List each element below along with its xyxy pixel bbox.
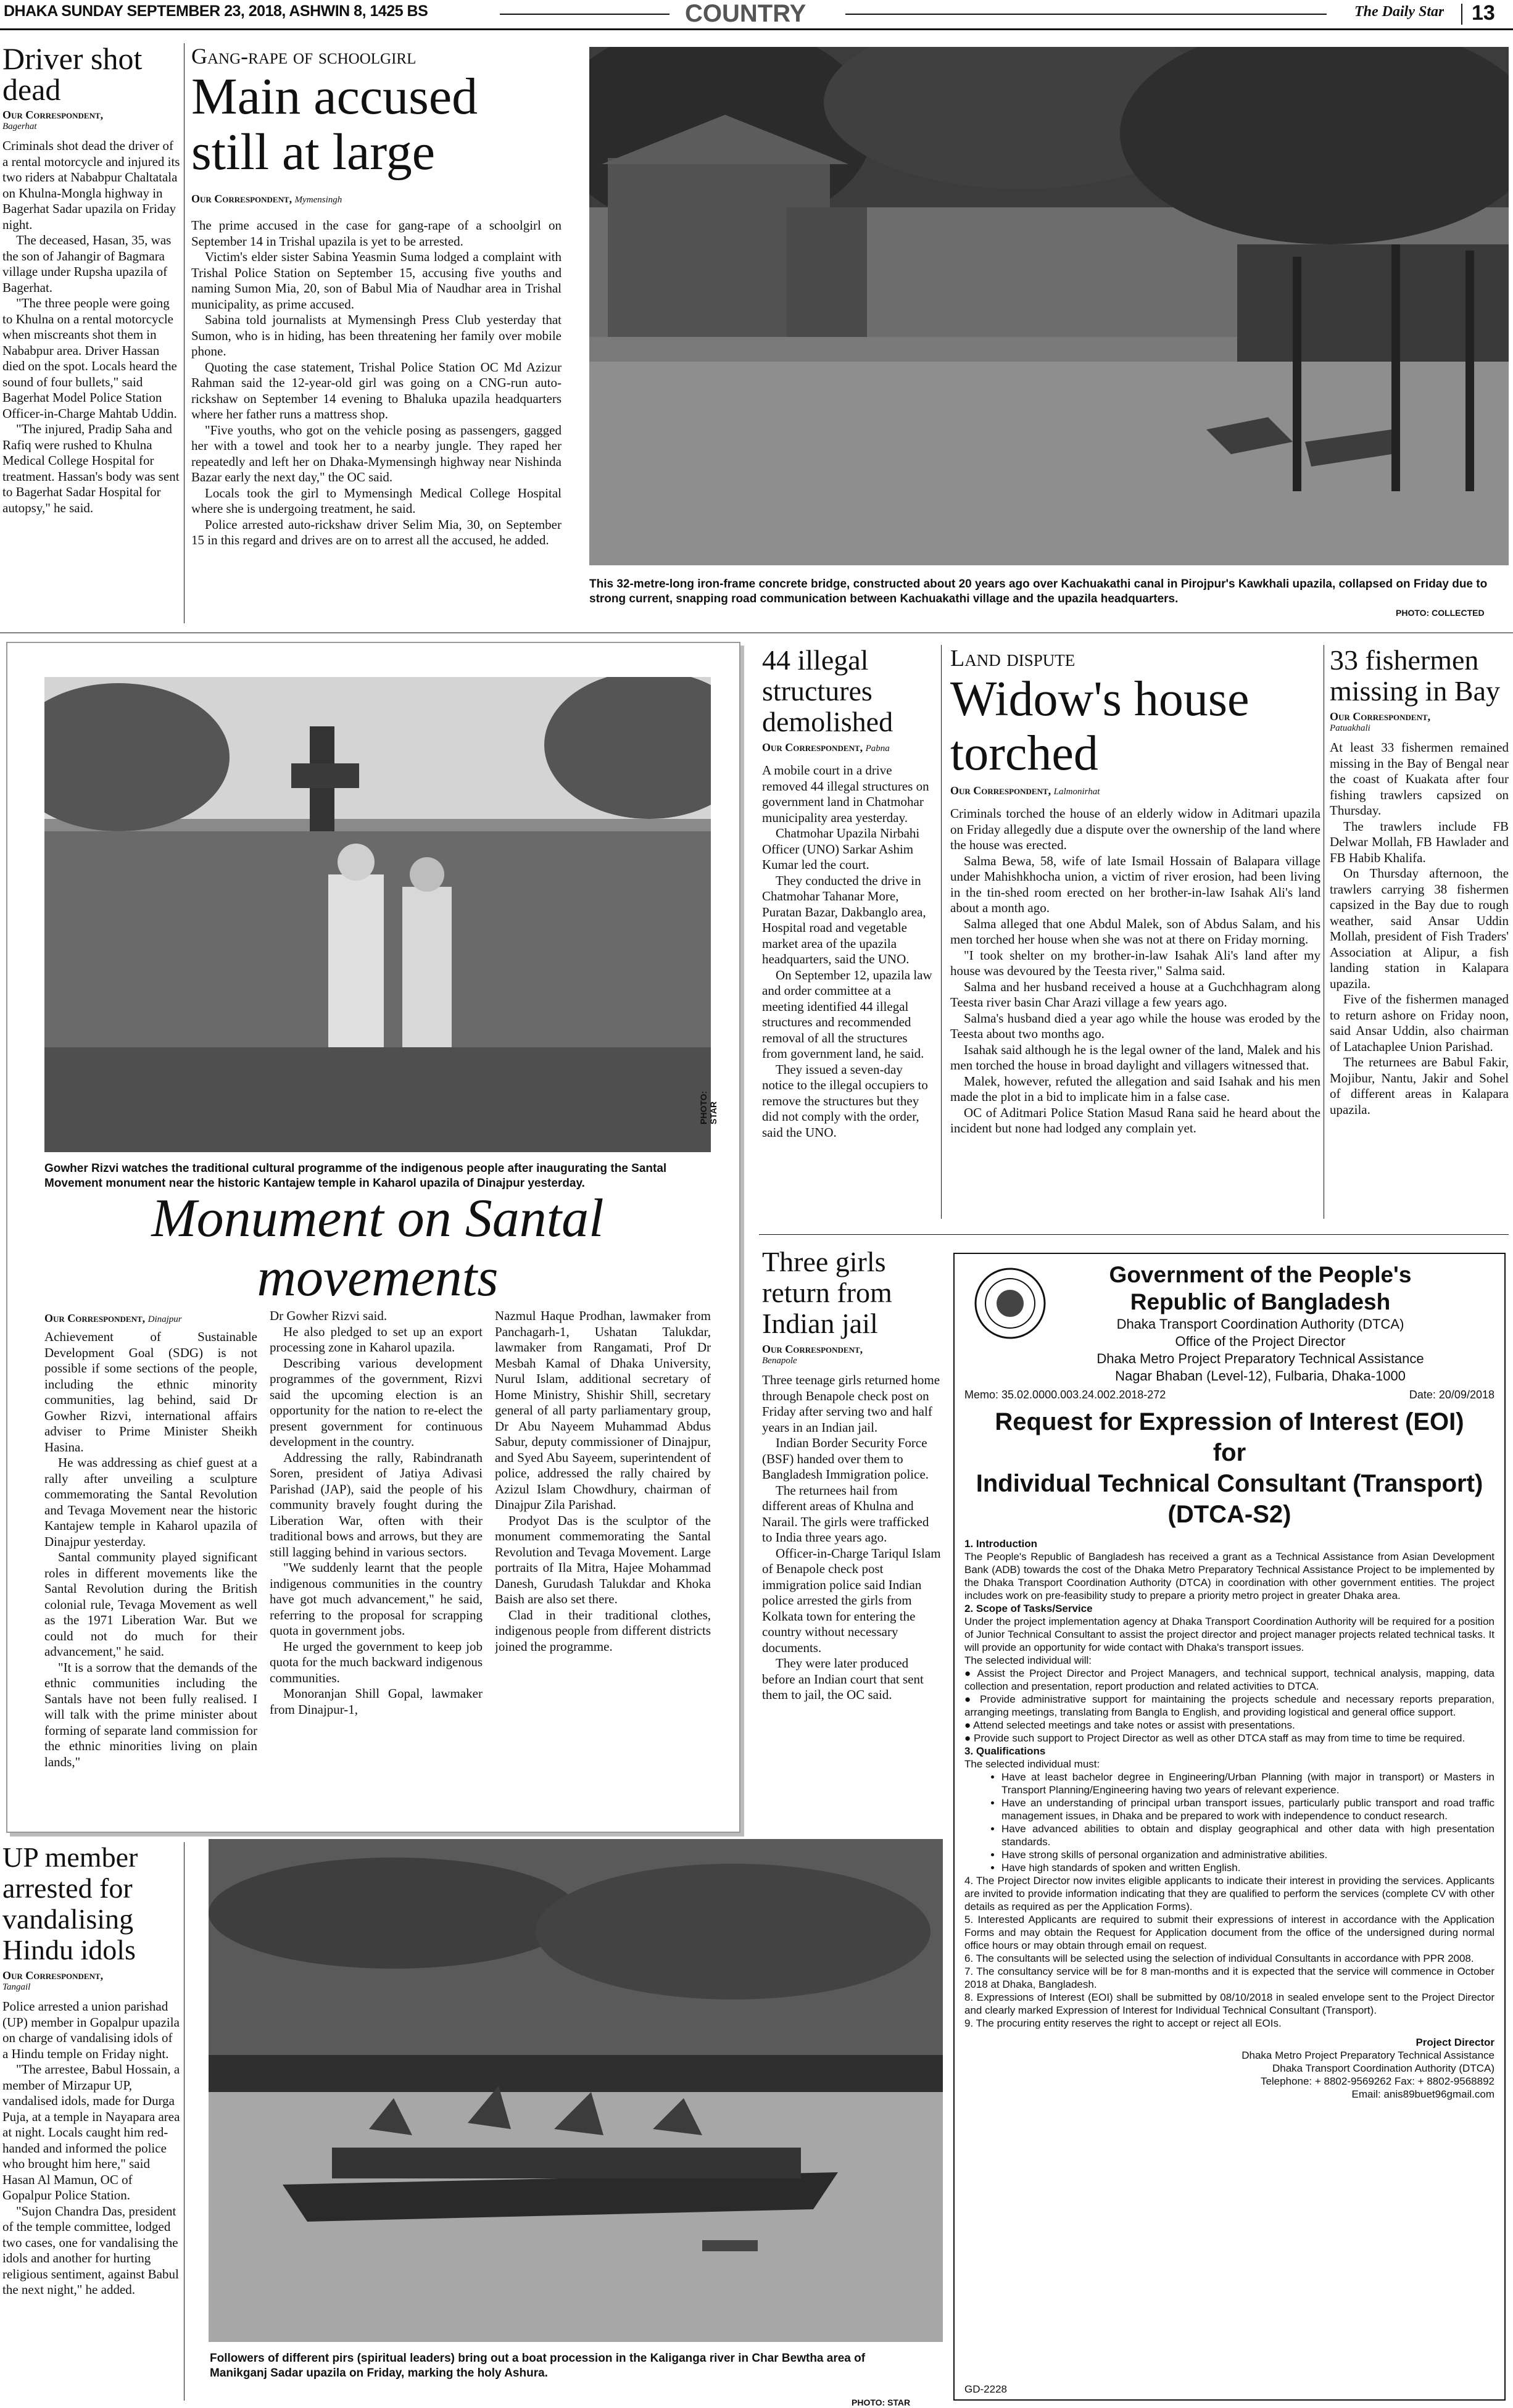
paragraph: The returnees are Babul Fakir, Mojibur, Nantu, Jakir and Sohel of different areas in Kalapara upazila. [1330,1055,1509,1117]
paragraph: At least 33 fishermen remained missing in the Bay of Bengal near the coast of Kuakata after four fishing trawlers capsized on Thursday. [1330,740,1509,818]
section-heading: 2. Scope of Tasks/Service [964,1603,1093,1614]
ad-bullet: ● Assist the Project Director and Project Managers, and technical support, technical analysis, mapping, data collection and presentation, report production and related activities to DTCA. [964,1667,1494,1692]
byline: Our Correspondent, [1330,710,1431,723]
paragraph: "The arrestee, Babul Hossain, a member of Mirzapur UP, vandalised idols, made for Durga Puja, at a temple in Nayapara area at night. Locals caught him red-handed and informed the police who brought him here," said Hasan Al Mamun, OC of Gopalpur Police Station. [2,2062,180,2202]
article-body [191,218,562,549]
paragraph: They were later produced before an Indian court that sent them to jail, the OC said. [762,1656,924,1702]
ad-paragraph: 5. Interested Applicants are required to submit their expressions of interest in accordance with the Application Forms and may obtain the Request for Application document from the office of the undersigned during normal office hours or may obtain through email on request. [964,1914,1494,1951]
ad-org-1: Dhaka Transport Coordination Authority (DTCA) [1116,1316,1404,1332]
byline: Our Correspondent, Lalmonirhat [950,784,1100,797]
bridge-photo-image [589,47,1509,565]
paragraph: Isahak said although he is the legal owner of the land, Malek and his men torched the house in broad daylight and villagers witnessed that. [950,1042,1320,1073]
paragraph: Prodyot Das is the sculptor of the monument commemorating the Santal Revolution and Tevaga Movement. Large portraits of Ila Mitra, Hajee Mohammad Danesh, Gurudash Talukdar and Khoka Baish are also set there. [495,1513,711,1606]
photo-credit: PHOTO: COLLECTED [1396,608,1485,618]
article-driver-shot [2,43,181,636]
byline: Our Correspondent, Pabna [762,741,890,754]
paragraph: He was addressing as chief guest at a rally after unveiling a sculpture commemorating the Santal Revolution and Tevaga Movement near the historic Kantajew temple in Kaharol upazila of Dinajpur yesterday. [44,1455,257,1549]
qualification-item: • Have high standards of spoken and written English. [1001,1861,1494,1874]
article-widow-house [950,645,1320,1231]
ad-title-2: Republic of Bangladesh [1130,1289,1391,1314]
ad-paragraph: 4. The Project Director now invites eligible applicants to indicate their interest in providing the services. Applicants are invited to provide information indicating that they are qualified to perform the services (complete CV with other details as required as per the Application Forms). [964,1875,1494,1912]
article-three-girls [762,1247,941,1851]
signatory-title: Project Director [1416,2036,1494,2048]
section-rule [759,1234,1509,1235]
photo-caption: This 32-metre-long iron-frame concrete bridge, constructed about 20 years ago over Kachuakathi canal in Pirojpur's Kawkhali upazila, collapsed on Friday due to strong current, snapping road communication between Kachuakathi village and the upazila headquarters. [589,578,1488,605]
article-body [762,1372,941,1703]
paragraph: The deceased, Hasan, 35, was the son of Jahangir of Bagmara village under Rupsha upazila of Bagerhat. [2,233,172,295]
ad-org-2: Office of the Project Director [1175,1334,1346,1349]
kicker: Land dispute [950,646,1076,671]
article-body [762,763,935,1140]
byline: Our Correspondent, [2,1969,104,1982]
byline: Our Correspondent, Mymensingh [191,193,342,205]
paragraph: On September 12, upazila law and order committee at a meeting identified 44 illegal structures and recommended removal of all the structures from government land, he said. [762,967,932,1061]
paragraph: Santal community played significant roles in different movements like the Santal Revolution during the British colonial rule, Tevaga Movement as well as the 1971 Liberation War. But we could not do much for their advancement," he said. [44,1550,257,1659]
ad-org-3: Dhaka Metro Project Preparatory Technical Assistance [1096,1351,1424,1366]
photo-boat-procession [209,1839,943,2342]
paragraph: Dr Gowher Rizvi said. [270,1308,388,1323]
article-fishermen-missing [1330,645,1509,1231]
contact-phone: Telephone: + 8802-9569262 Fax: + 8802-9568892 [1260,2075,1494,2087]
paragraph: Police arrested a union parishad (UP) member in Gopalpur upazila on charge of vandalising idols of a Hindu temple on Friday night. [2,1999,180,2061]
page-number: 13 [1472,1,1495,25]
article-gang-rape [191,43,562,636]
article-body [950,806,1320,1137]
paragraph: Sabina told journalists at Mymensingh Press Club yesterday that Sumon, who is in hiding, has been threatening her family over mobile phone. [191,312,562,359]
paragraph: Indian Border Security Force (BSF) handed over them to Bangladesh Immigration police. [762,1435,929,1482]
paragraph: Nazmul Haque Prodhan, lawmaker from Panchagarh-1, Ushatan Talukdar, lawmaker from Rangamati, Prof Dr Mesbah Kamal of Dhaka University, Nurul Islam, additional secretary of Home Ministry, Shishir Shill, secretary general of all party parliamentary group, Dr Abu Nayeem Muhammad Abdus Sabur, deputy commissioner of Dinajpur, and Syed Abu Sayeem, superintendent of police, addressed the rally chaired by Azizul Islam Chowdhury, chairman of Dinajpur Zila Parishad. [495,1308,711,1512]
paragraph: OC of Aditmari Police Station Masud Rana said he heard about the incident but none had lodged any complain yet. [950,1105,1320,1135]
ad-title-1: Government of the People's [1109,1262,1412,1287]
paragraph: "Five youths, who got on the vehicle posing as passengers, gagged her with a towel and took her to a nearby jungle. They raped her repeatedly and left her on Dhaka-Mymensingh highway near Nishinda Bazar early the next day," the OC said. [191,422,562,484]
paragraph: They issued a seven-day notice to the illegal occupiers to remove the structures but they did not comply with the order, said the UNO. [762,1061,928,1140]
santal-photo-image [44,677,711,1152]
paragraph: Three teenage girls returned home through Benapole check post on Friday after serving two and half years in an Indian jail. [762,1372,940,1435]
ad-bullet: ● Provide administrative support for maintaining the projects schedule and necessary reports preparation, arranging meetings, translating from Bangla to English, and providing logistical and general office support. [964,1693,1494,1718]
paragraph: "The three people were going to Khulna on a rental motorcycle when miscreants shot them in Nababpur area. Driver Hassan died on the spot. Locals heard the sound of four bullets," said Bagerhat Model Police Station Officer-in-Charge Mahtab Uddin. [2,296,177,421]
byline: Our Correspondent, [2,109,104,121]
paragraph: "We suddenly learnt that the people indigenous communities in the country have got much advancement," he said, referring to the proposal for scrapping quota in government jobs. [270,1560,483,1638]
photo-caption: Gowher Rizvi watches the traditional cultural programme of the indigenous people after inaugurating the Santal Movement monument near the historic Kantajew temple in Kaharol upazila of Dinajpur yesterday. [44,1162,667,1190]
paragraph: Addressing the rally, Rabindranath Soren, president of Jatiya Adivasi Parishad (JAP), said the people of his community bravely fought during the Liberation War, often with their traditional bows and arrows, but they are still lagging behind in various sectors. [270,1450,483,1559]
headline: UP member arrested for vandalising Hindu idols [2,1842,138,1966]
paragraph: Locals took the girl to Mymensingh Medical College Hospital where she is undergoing treatment, he said. [191,485,562,516]
signatory-line: Dhaka Metro Project Preparatory Technical Assistance [1241,2049,1494,2061]
paragraph: Quoting the case statement, Trishal Police Station OC Md Azizur Rahman said the 12-year-old girl was going on a CNG-run auto-rickshaw on September 14 evening to Bhaluka upazila headquarters where her father runs a mattress shop. [191,359,562,421]
paragraph: Criminals shot dead the driver of a rental motorcycle and injured its two riders at Nababpur Chaltatala on Khulna-Mongla highway in Bagerhat Sadar upazila on Friday night. [2,138,180,232]
article-santal-box [6,642,740,1833]
gd-number: GD-2228 [964,2383,1007,2395]
paragraph: Salma alleged that one Abdul Malek, son of Abdus Salam, and his men torched her house when she was not at there on Friday morning. [950,916,1320,947]
article-body [2,1999,181,2298]
paragraph: "I took shelter on my brother-in-law Isahak Ali's land after my house was devoured by the Teesta river," Salma said. [950,947,1320,978]
eoi-heading-position: Individual Technical Consultant (Transport) [976,1470,1483,1497]
article-up-member [2,1842,181,2407]
paragraph: They conducted the drive in Chatmohar Tahanar More, Puratan Bazar, Dakbanglo area, Hospital road and vegetable market area of the upazila headquarters, said the UNO. [762,873,926,966]
headline: Three girls return from Indian jail [762,1247,892,1339]
column-1 [44,1329,257,1811]
header-line-right [845,14,1327,15]
paragraph: Five of the fishermen managed to return ashore on Friday noon, said Ansar Uddin, also chairman of Latachaplee Union Parishad. [1330,992,1509,1054]
column-3 [495,1308,711,1814]
paragraph: Achievement of Sustainable Development Goal (SDG) is not possible if some sections of the people, including the ethnic minority communities, lag behind, said Dr Gowher Rizvi, international affairs adviser to Prime Minister Sheikh Hasina. [44,1329,257,1455]
ad-paragraph: Under the project implementation agency at Dhaka Transport Coordination Authority will be required for a position of Junior Technical Consultant to assist the project director and project manager projects related technical tasks. It will provide an opportunity for wide contact with Dhaka's transport issues. [964,1616,1494,1653]
paragraph: The prime accused in the case for gang-rape of a schoolgirl on September 14 in Trishal upazila is yet to be arrested. [191,218,562,249]
ad-paragraph: 9. The procuring entity reserves the right to accept or reject all EOIs. [964,2017,1282,2029]
eoi-heading-for: for [1212,1439,1246,1466]
paragraph: He urged the government to keep job quota for the much backward indigenous communities. [270,1638,483,1685]
ad-org-4: Nagar Bhaban (Level-12), Fulbaria, Dhaka-1000 [1115,1368,1406,1384]
memo-number: Memo: 35.02.0000.003.24.002.2018-272 [964,1389,1166,1401]
paragraph: Salma and her husband received a house at a Guchchhagram along Teesta river basin Char Arazi village a few years ago. [950,979,1320,1010]
paragraph: Criminals torched the house of an elderly widow in Aditmari upazila on Friday allegedly due a dispute over the ownership of the land where the house was erected. [950,806,1320,852]
ad-paragraph: 8. Expressions of Interest (EOI) shall be submitted by 08/10/2018 in sealed envelope sent to the Project Director and clearly marked Expression of Interest for Individual Technical Consultant (Transport). [964,1991,1494,2016]
ad-paragraph: The People's Republic of Bangladesh has received a grant as a Technical Assistance from Asian Development Bank (ADB) towards the cost of the Dhaka Metro Preparatory Technical Assistance Project to be implemented by the Dhaka Transport Coordination Authority (DTCA) in coordination with other government entities. The project includes work on pre-feasibility study to prepare a priority metro project in greater Dhaka area. [964,1551,1494,1601]
dateline-place: Patuakhali [1330,723,1370,733]
ad-bullet: ● Provide such support to Project Director as well as other DTCA staff as may from time to time be required. [964,1732,1465,1744]
header-rule [0,28,1513,30]
section-heading: 3. Qualifications [964,1745,1046,1757]
byline: Our Correspondent, Dinajpur [44,1312,182,1324]
paragraph: Victim's elder sister Sabina Yeasmin Suma lodged a complaint with Trishal Police Station on September 15, accusing five youths and naming Sumon Mia, 20, son of Babul Mia of Naudhar area in Trishal municipality, as prime accused. [191,249,562,312]
section-name: COUNTRY [685,0,806,27]
paragraph: Monoranjan Shill Gopal, lawmaker from Dinajpur-1, [270,1686,483,1717]
headline: 44 illegal structures demolished [762,645,893,737]
qualification-item: • Have advanced abilities to obtain and display geographical and other data with high presentation standards. [1001,1822,1494,1848]
dateline-place: Tangail [2,1982,31,1992]
memo-date: Date: 20/09/2018 [1409,1389,1494,1401]
dateline-place: Benapole [762,1356,797,1366]
advertisement-eoi [953,1253,1506,2401]
paragraph: Chatmohar Upazila Nirbahi Officer (UNO) Sarkar Ashim Kumar led the court. [762,826,920,872]
paragraph: Salma Bewa, 58, wife of late Ismail Hossain of Balapara village under Mahishkhocha union, a victim of river erosion, had been living in the tin-shed room erected on her brother-in-law Isahak Ali's land about a month ago. [950,853,1320,915]
dateline-place: Bagerhat [2,122,37,131]
boat-photo-image [209,1839,943,2342]
paragraph: The trawlers include FB Delwar Mollah, FB Hawlader and FB Habib Khalifa. [1330,818,1509,865]
byline: Our Correspondent, [762,1343,863,1355]
eoi-heading: Request for Expression of Interest (EOI) [995,1408,1464,1435]
photo-caption: Followers of different pirs (spiritual leaders) bring out a boat procession in the Kaliganga river in Char Bewtha area of Manikganj Sadar upazila on Friday, marking the holy Ashura. [210,2352,866,2380]
article-body [1330,740,1509,1118]
paragraph: He also pledged to set up an export processing zone in Kaharol upazila. [270,1324,483,1355]
ad-bullet: ● Attend selected meetings and take notes or assist with presentations. [964,1719,1295,1731]
header-sep [1461,4,1462,25]
paragraph: Police arrested auto-rickshaw driver Selim Mia, 30, on September 15 in this regard and drives are on to arrest all the accused, he added. [191,517,562,547]
signatory-line: Dhaka Transport Coordination Authority (DTCA) [1272,2062,1494,2074]
headline: Main accused still at large [191,68,478,181]
ad-paragraph: The selected individual will: [964,1654,1092,1666]
column-rule [941,645,942,1219]
section-heading: 1. Introduction [964,1538,1038,1550]
ad-paragraph: The selected individual must: [964,1758,1100,1770]
ad-paragraph: 7. The consultancy service will be for 8 man-months and it is expected that the service will commence in October 2018 at Dhaka, Bangladesh. [964,1966,1494,1990]
paragraph: Clad in their traditional clothes, indigenous people from different districts joined the programme. [495,1607,711,1654]
photo-credit: PHOTO: STAR [852,2398,911,2407]
paragraph: "It is a sorrow that the demands of the ethnic communities including the Santals have not been fully realised. I will talk with the prime minister about forming of separate land commission for the ethnic minorities living on plain lands," [44,1659,257,1769]
contact-email: Email: anis89buet96gmail.com [1351,2088,1494,2100]
paragraph: A mobile court in a drive removed 44 illegal structures on government land in Chatmohar municipality area yesterday. [762,763,929,825]
paragraph: On Thursday afternoon, the trawlers carrying 38 fishermen capsized in the Bay due to rough weather, said Ansar Uddin Mollah, president of Fish Traders' Association at Alipur, a fish landing station in Kalapara upazila. [1330,866,1509,991]
paragraph: The returnees hail from different areas of Khulna and Narail. The girls were trafficked to India three years ago. [762,1482,929,1545]
headline: Widow's house torched [950,672,1250,781]
headline: Monument on Santal movements [151,1189,604,1308]
government-seal-icon [973,1266,1047,1340]
headline: Driver shot dead [2,43,143,107]
masthead-logo: The Daily Star [1354,4,1445,20]
kicker: Gang-rape of schoolgirl [191,44,417,69]
paragraph: Describing various development programmes of the government, Rizvi said the upcoming election is an opportunity for the nation to re-elect the present government for continuous development in the country. [270,1355,483,1449]
photo-collapsed-bridge [589,47,1509,565]
eoi-heading-code: (DTCA-S2) [1167,1501,1291,1528]
column-2 [270,1308,483,1814]
header-line-left [500,14,669,15]
ad-paragraph: 6. The consultants will be selected using the selection of individual Consultants in accordance with PPR 2008. [964,1953,1474,1964]
dateline: DHAKA SUNDAY SEPTEMBER 23, 2018, ASHWIN 8, 1425 BS [4,2,428,20]
photo-santal-monument [44,677,711,1152]
paragraph: "The injured, Pradip Saha and Rafiq were rushed to Khulna Medical College Hospital for treatment. Hassan's body was sent to Bagerhat Sadar Hospital for autopsy," he said. [2,421,180,515]
paragraph: Officer-in-Charge Tariqul Islam of Benapole check post immigration police said Indian police arrested the girls from Kolkata town for entering the country without necessary documents. [762,1545,941,1655]
qualification-item: • Have an understanding of principal urban transport issues, particularly public transport and road traffic management issues, in Dhaka and be prepared to work with independence to conduct research. [1001,1796,1494,1822]
qualification-item: • Have at least bachelor degree in Engineering/Urban Planning (with major in transport) or Masters in Transport Planning/Engineering having two years of relevant experience. [1001,1771,1494,1796]
headline: 33 fishermen missing in Bay [1330,645,1501,707]
article-illegal-structures [762,645,935,1231]
paragraph: "Sujon Chandra Das, president of the temple committee, lodged two cases, one for vandalising the idols and another for hurting religious sentiment, against Babul the next night," he added. [2,2203,179,2297]
paragraph: Malek, however, refuted the allegation and said Isahak and his men made the plot in a bid to implicate him in a false case. [950,1073,1320,1104]
article-body [2,138,181,516]
qualification-item: • Have strong skills of personal organization and administrative abilities. [1001,1848,1494,1861]
photo-credit: PHOTO: STAR [698,1090,718,1124]
paragraph: Salma's husband died a year ago while the house was eroded by the Teesta about two months ago. [950,1010,1320,1041]
